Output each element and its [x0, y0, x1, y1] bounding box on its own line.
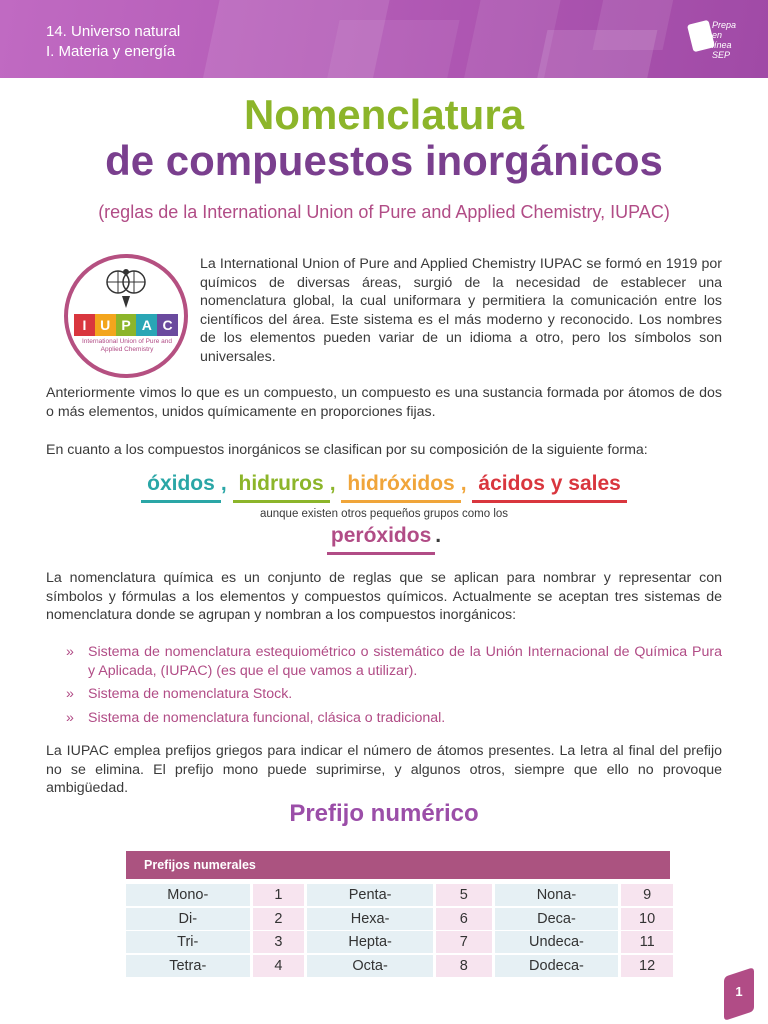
class-peroxidos-line: peróxidos . — [0, 522, 768, 555]
table-cell: 8 — [436, 955, 492, 977]
table-cell: Undeca- — [495, 931, 619, 953]
unit-title: I. Materia y energía — [46, 43, 176, 60]
iupac-logo — [64, 254, 188, 378]
list-item: » Sistema de nomenclatura Stock. — [66, 686, 293, 703]
table-cell: 10 — [621, 908, 673, 930]
iupac-caption: International Union of Pure and Applied Chemistry — [82, 338, 172, 353]
prefix-section-title: Prefijo numérico — [289, 800, 479, 827]
table-cell: 5 — [436, 884, 492, 906]
intro-paragraph: La International Union of Pure and Applied Chemistry IUPAC se formó en 1919 por químicos de diversas áreas, surgió de la necesidad de establecer una nomenclatura global, la cual uniformara y permitiera la comunicación entre los científicos del área. Este sistema es el más moderno y reconocido. Los nombres de los elementos pueden variar de un idioma a otro, pero los símbolos son universales. — [200, 256, 722, 365]
globe-icon — [104, 266, 148, 310]
table-cell: 12 — [621, 955, 673, 977]
table-cell: 2 — [253, 908, 305, 930]
table-cell: Deca- — [495, 908, 619, 930]
list-item: » Sistema de nomenclatura estequiométrico o sistemático de la Unión Internacional de Química Pura y Aplicada, (IUPAC) (es que el que vamos a utilizar). — [66, 644, 722, 679]
prefix-paragraph: La IUPAC emplea prefijos griegos para indicar el número de átomos presentes. La letra al final del prefijo no se elimina. El prefijo mono puede suprimirse, y algunos otros, siempre que ello no provoque ambigüedad. — [46, 743, 722, 797]
table-cell: Hepta- — [307, 931, 433, 953]
class-hidruros: hidruros — [233, 470, 330, 503]
table-row — [126, 908, 676, 932]
table-cell: Mono- — [126, 884, 250, 906]
table-row — [126, 884, 676, 908]
systems-list — [64, 643, 722, 732]
table-cell: Penta- — [307, 884, 433, 906]
compound-definition-paragraph: Anteriormente vimos lo que es un compuesto, un compuesto es una sustancia formada por átomos de dos o más elementos, unidos químicamente en proporciones fijas. — [46, 385, 722, 420]
classes-note: aunque existen otros pequeños grupos como los — [259, 508, 509, 520]
nomenclature-paragraph: La nomenclatura química es un conjunto de reglas que se aplican para nombrar y representar con símbolos y fórmulas a los elementos y compuestos químicos. Actualmente se aceptan tres sistemas de nomenclatura donde se agrupan y nombran a los compuestos inorgánicos: — [46, 570, 722, 624]
table-cell: Nona- — [495, 884, 619, 906]
table-cell: 3 — [253, 931, 305, 953]
page-title-line1: Nomenclatura — [243, 91, 525, 138]
table-cell: 9 — [621, 884, 673, 906]
classification-paragraph: En cuanto a los compuestos inorgánicos se clasifican por su composición de la siguiente forma: — [46, 442, 648, 458]
table-row — [126, 955, 676, 979]
page-title-line2: de compuestos inorgánicos — [105, 137, 663, 184]
table-cell: Hexa- — [307, 908, 433, 930]
prefix-table — [126, 884, 676, 978]
class-acidos-sales: ácidos y sales — [472, 470, 626, 503]
table-header: Prefijos numerales — [126, 851, 670, 879]
table-cell: Tri- — [126, 931, 250, 953]
iupac-letters: I U P A C — [74, 314, 178, 336]
page-number: 1 — [735, 984, 743, 999]
page-subtitle: (reglas de la International Union of Pure and Applied Chemistry, IUPAC) — [98, 202, 670, 222]
class-hidroxidos: hidróxidos — [341, 470, 460, 503]
table-cell: 11 — [621, 931, 673, 953]
table-cell: 7 — [436, 931, 492, 953]
class-oxidos: óxidos — [141, 470, 221, 503]
header-text — [46, 22, 180, 62]
page-number-badge — [724, 972, 754, 1016]
table-cell: Dodeca- — [495, 955, 619, 977]
class-peroxidos: peróxidos — [327, 522, 435, 555]
table-cell: 1 — [253, 884, 305, 906]
compound-classes: óxidos , hidruros , hidróxidos , ácidos y sales — [0, 470, 768, 503]
course-title: 14. Universo natural — [46, 23, 181, 40]
table-cell: Di- — [126, 908, 250, 930]
table-cell: 6 — [436, 908, 492, 930]
prepa-en-linea-logo: Prepa en línea SEP — [690, 18, 740, 58]
table-cell: Octa- — [307, 955, 433, 977]
table-cell: Tetra- — [126, 955, 250, 977]
table-cell: 4 — [253, 955, 305, 977]
list-item: » Sistema de nomenclatura funcional, clásica o tradicional. — [66, 709, 446, 726]
table-row — [126, 931, 676, 955]
page-header — [0, 0, 768, 78]
